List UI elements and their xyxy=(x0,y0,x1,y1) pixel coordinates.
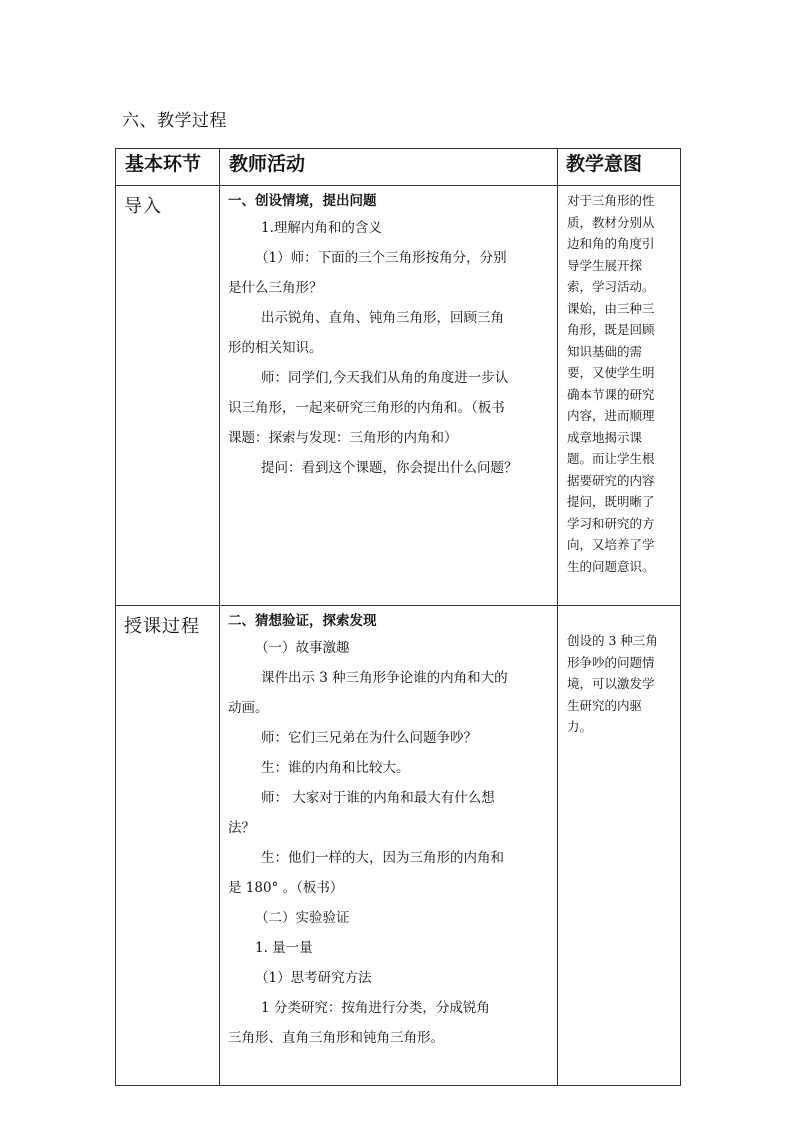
stage-cell: 授课过程 xyxy=(116,606,220,1086)
intent-line: 提问，既明晰了 xyxy=(567,494,655,509)
activity-line: 是 180° 。（板书） xyxy=(228,880,344,896)
activity-line: 师： 大家对于谁的内角和最大有什么想 xyxy=(261,790,495,806)
section-title: 一、创设情境，提出问题 xyxy=(228,193,377,209)
section-title: 二、猜想验证，探索发现 xyxy=(228,613,377,629)
activity-line: 识三角形，一起来研究三角形的内角和。（板书 xyxy=(228,400,505,416)
stage-cell: 导入 xyxy=(116,186,220,606)
activity-line: 1 分类研究：按角进行分类，分成锐角 xyxy=(261,1000,490,1016)
intent-line: 向，又培养了学 xyxy=(567,537,655,552)
activity-cell xyxy=(220,186,558,606)
intent-line: 知识基础的需 xyxy=(567,343,643,359)
activity-line: 课题：探索与发现：三角形的内角和） xyxy=(228,430,458,446)
intent-line: 形争吵的问题情 xyxy=(567,654,655,670)
section-heading: 六、教学过程 xyxy=(122,111,227,131)
intent-line: 力。 xyxy=(567,719,593,734)
intent-line: 内容，进而顺理 xyxy=(567,408,655,423)
activity-line: 1.理解内角和的含义 xyxy=(261,220,382,236)
intent-cell xyxy=(558,606,681,1086)
header-stage xyxy=(116,149,220,186)
table-header-row xyxy=(116,149,681,186)
intent-line: 要，又使学生明 xyxy=(567,365,655,380)
activity-line: （1）思考研究方法 xyxy=(255,970,372,986)
activity-line: 法？ xyxy=(228,820,255,836)
header-teaching-intent-label: 教学意图 xyxy=(566,153,643,175)
activity-line: 出示锐角、直角、钝角三角形，回顾三角 xyxy=(261,310,504,326)
intent-line: 题。而让学生根 xyxy=(567,451,655,466)
lesson-process-table xyxy=(115,148,681,1086)
intent-cell xyxy=(558,186,681,606)
intent-line: 质，教材分别从 xyxy=(567,214,655,230)
header-teacher-activity-label: 教师活动 xyxy=(229,153,306,175)
activity-line: 师：同学们,今天我们从角的角度进一步认 xyxy=(261,370,509,386)
activity-line: 提问：看到这个课题，你会提出什么问题？ xyxy=(261,460,518,476)
intent-line: 生的问题意识。 xyxy=(567,558,655,574)
intent-line: 确本节课的研究 xyxy=(567,386,655,402)
activity-line: 形的相关知识。 xyxy=(228,340,323,356)
activity-line: 课件出示 3 种三角形争论谁的内角和大的 xyxy=(261,670,508,686)
activity-line: 生：谁的内角和比较大。 xyxy=(261,760,410,776)
intent-line: 境，可以激发学 xyxy=(567,676,655,691)
intent-line: 创设的 3 种三角 xyxy=(567,633,658,648)
header-teaching-intent xyxy=(558,149,681,186)
activity-line: 生：他们一样的大，因为三角形的内角和 xyxy=(261,850,504,866)
header-stage-label: 基本环节 xyxy=(125,153,202,175)
intent-line: 索，学习活动。 xyxy=(567,279,655,294)
activity-line: （1）师：下面的三个三角形按角分，分别 xyxy=(255,250,507,266)
intent-line: 生研究的内驱 xyxy=(567,697,643,713)
activity-line: （一）故事激趣 xyxy=(255,640,350,656)
activity-cell xyxy=(220,606,558,1086)
activity-line: 1. 量一量 xyxy=(255,940,313,956)
activity-line: 是什么三角形？ xyxy=(228,280,323,296)
intent-line: 据要研究的内容 xyxy=(567,472,655,488)
table-row xyxy=(116,186,681,606)
header-teacher-activity xyxy=(220,149,558,186)
intent-line: 对于三角形的性 xyxy=(567,193,655,208)
intent-line: 导学生展开探 xyxy=(567,257,643,273)
table-row xyxy=(116,606,681,1086)
intent-line: 边和角的角度引 xyxy=(567,236,655,251)
intent-line: 成章地揭示课 xyxy=(567,429,643,445)
intent-line: 课始，由三种三 xyxy=(567,300,655,316)
intent-line: 角形，既是回顾 xyxy=(567,322,655,337)
activity-line: 动画。 xyxy=(228,700,269,716)
activity-line: 三角形、直角三角形和钝角三角形。 xyxy=(228,1030,444,1046)
activity-line: （二）实验验证 xyxy=(255,910,350,926)
intent-line: 学习和研究的方 xyxy=(567,515,655,531)
activity-line: 师：它们三兄弟在为什么问题争吵？ xyxy=(261,730,477,746)
